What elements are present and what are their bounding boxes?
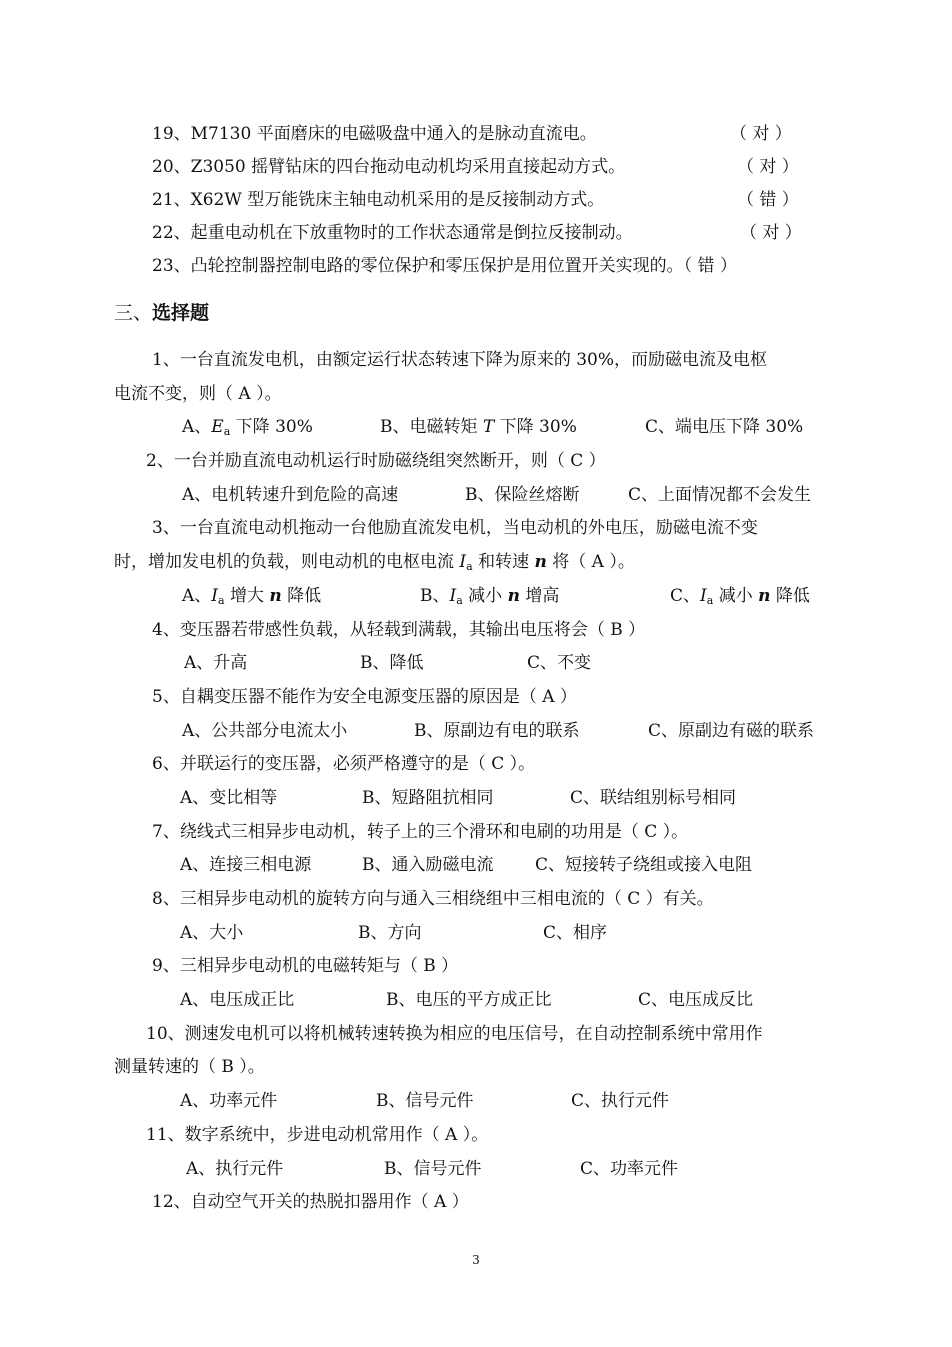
tf-item-22 (0, 217, 952, 250)
symbol-n: n (507, 585, 520, 606)
option-a: A、升高 (184, 653, 248, 674)
option-c: C、电压成反比 (638, 990, 754, 1011)
tf-answer: （ 错 ） (737, 190, 799, 210)
option-c: C、短接转子绕组或接入电阻 (535, 855, 753, 876)
question-text: 11、数字系统中，步进电动机常用作（ A ）。 (146, 1124, 489, 1145)
question-line (0, 748, 952, 782)
option-b: B、电压的平方成正比 (386, 990, 552, 1011)
symbol-i: I (449, 585, 457, 606)
symbol-e: E (211, 417, 224, 438)
question-line (0, 1119, 952, 1153)
question-line (0, 512, 952, 546)
subscript: a (218, 593, 225, 607)
option-prefix: A、 (182, 585, 212, 606)
text-part: 时，增加发电机的负载，则电动机的电枢电流 (114, 552, 460, 573)
question-line (0, 445, 952, 479)
question-text: 6、并联运行的变压器，必须严格遵守的是（ C ）。 (152, 754, 536, 775)
question-line (0, 1051, 952, 1085)
option-b: B、降低 (360, 653, 424, 674)
option-prefix: A、 (182, 417, 212, 438)
option-c: C、相序 (543, 922, 608, 943)
option-b: B、信号元件 (376, 1091, 474, 1112)
options-row (0, 479, 952, 513)
option-b (380, 411, 577, 445)
question-text: 1、一台直流发电机，由额定运行状态转速下降为原来的 30%，而励磁电流及电枢 (152, 350, 768, 370)
question-line (0, 1186, 952, 1220)
subscript: a (456, 593, 463, 607)
option-c: C、联结组别标号相同 (570, 787, 737, 808)
option-b (420, 580, 559, 614)
symbol-i: I (211, 585, 218, 606)
option-b: B、信号元件 (384, 1158, 482, 1179)
true-false-list (0, 118, 952, 283)
tf-answer: （ 对 ） (737, 157, 799, 177)
option-b: B、方向 (358, 922, 422, 943)
options-row (0, 580, 952, 614)
symbol-i: I (700, 585, 707, 606)
multiple-choice-list (0, 344, 952, 1220)
question-text: 3、一台直流电动机拖动一台他励直流发电机，当电动机的外电压，励磁电流不变 (152, 518, 758, 539)
tf-item-21 (0, 184, 952, 217)
option-c: C、功率元件 (580, 1158, 679, 1179)
question-line (0, 681, 952, 715)
question-line (0, 816, 952, 850)
question-text: 4、变压器若带感性负载，从轻载到满载，其输出电压将会（ B ） (152, 619, 646, 640)
tf-statement (152, 250, 737, 283)
tf-answer: （ 错 ） (683, 256, 737, 276)
subscript: a (706, 593, 714, 607)
subscript: a (223, 425, 231, 439)
symbol-n: n (534, 552, 547, 573)
option-prefix: B、电磁转矩 (380, 417, 483, 438)
option-a (182, 411, 313, 445)
options-row (0, 411, 952, 445)
page-number: 3 (472, 1253, 480, 1267)
option-c: C、上面情况都不会发生 (628, 484, 812, 505)
option-a: A、电压成正比 (180, 990, 295, 1011)
section-prefix: 三、 (114, 302, 153, 324)
option-b: B、原副边有电的联系 (414, 720, 580, 741)
option-c (670, 580, 810, 614)
symbol-n: n (269, 585, 282, 606)
subscript: a (466, 560, 473, 574)
text-part: 和转速 (472, 552, 535, 573)
option-c: C、原副边有磁的联系 (648, 720, 815, 741)
option-rest: 下降 30% (230, 417, 313, 438)
option-b: B、短路阻抗相同 (362, 787, 494, 808)
text-part: 增高 (519, 585, 560, 606)
question-text: 测量转速的（ B ）。 (114, 1057, 265, 1078)
text-part: 将（ A ）。 (546, 552, 635, 573)
symbol-n: n (758, 585, 771, 606)
option-c: C、端电压下降 30% (645, 417, 804, 438)
question-line (0, 614, 952, 648)
options-row (0, 984, 952, 1018)
tf-item-23 (0, 250, 952, 283)
question-text: 7、绕线式三相异步电动机，转子上的三个滑环和电刷的功用是（ C ）。 (152, 821, 689, 842)
symbol-i: I (459, 552, 467, 573)
option-c: C、执行元件 (571, 1091, 670, 1112)
text-part: 减小 (713, 585, 759, 606)
option-a: A、连接三相电源 (180, 855, 312, 876)
option-prefix: B、 (420, 585, 450, 606)
options-row (0, 647, 952, 681)
option-b: B、通入励磁电流 (362, 855, 494, 876)
option-c: C、不变 (527, 653, 592, 674)
text-part: 降低 (281, 585, 322, 606)
options-row (0, 782, 952, 816)
text-part: 降低 (770, 585, 810, 606)
tf-statement: 20、Z3050 摇臂钻床的四台拖动电动机均采用直接起动方式。 (152, 157, 626, 177)
option-b: B、保险丝熔断 (465, 484, 580, 505)
section-title: 选择题 (152, 302, 210, 324)
question-line (0, 1018, 952, 1052)
question-line (0, 883, 952, 917)
question-line (0, 546, 952, 580)
option-a (182, 580, 321, 614)
option-a: A、功率元件 (180, 1091, 278, 1112)
question-text: 12、自动空气开关的热脱扣器用作（ A ） (152, 1192, 469, 1213)
tf-answer: （ 对 ） (740, 223, 802, 243)
options-row (0, 1153, 952, 1187)
question-line (0, 950, 952, 984)
symbol-t: T (482, 417, 495, 438)
question-text: 10、测速发电机可以将机械转速转换为相应的电压信号，在自动控制系统中常用作 (146, 1023, 763, 1044)
question-text: 9、三相异步电动机的电磁转矩与（ B ） (152, 956, 459, 977)
question-text (114, 546, 635, 580)
options-row (0, 715, 952, 749)
text-part: 增大 (224, 585, 270, 606)
question-text: 2、一台并励直流电动机运行时励磁绕组突然断开，则（ C ） (146, 451, 606, 472)
tf-answer: （ 对 ） (730, 124, 792, 144)
question-line (0, 378, 952, 412)
option-a: A、电机转速升到危险的高速 (182, 484, 399, 505)
tf-statement: 19、M7130 平面磨床的电磁吸盘中通入的是脉动直流电。 (152, 124, 597, 144)
question-text: 8、三相异步电动机的旋转方向与通入三相绕组中三相电流的（ C ）有关。 (152, 889, 714, 909)
option-a: A、变比相等 (180, 787, 278, 808)
option-rest: 下降 30% (494, 417, 577, 438)
question-text: 5、自耦变压器不能作为安全电源变压器的原因是（ A ） (152, 686, 577, 707)
options-row (0, 917, 952, 951)
tf-statement: 21、X62W 型万能铣床主轴电动机采用的是反接制动方式。 (152, 190, 605, 210)
option-a: A、执行元件 (186, 1158, 284, 1179)
section-heading (114, 298, 209, 328)
tf-statement-text: 23、凸轮控制器控制电路的零位保护和零压保护是用位置开关实现的。 (152, 256, 684, 276)
option-prefix: C、 (670, 585, 701, 606)
text-part: 减小 (462, 585, 508, 606)
question-text: 电流不变，则（ A ）。 (114, 383, 282, 404)
option-a: A、公共部分电流太小 (182, 720, 348, 741)
option-a: A、大小 (180, 922, 244, 943)
options-row (0, 1085, 952, 1119)
options-row (0, 849, 952, 883)
tf-item-20 (0, 151, 952, 184)
tf-statement: 22、起重电动机在下放重物时的工作状态通常是倒拉反接制动。 (152, 223, 633, 243)
question-line (0, 344, 952, 378)
tf-item-19 (0, 118, 952, 151)
